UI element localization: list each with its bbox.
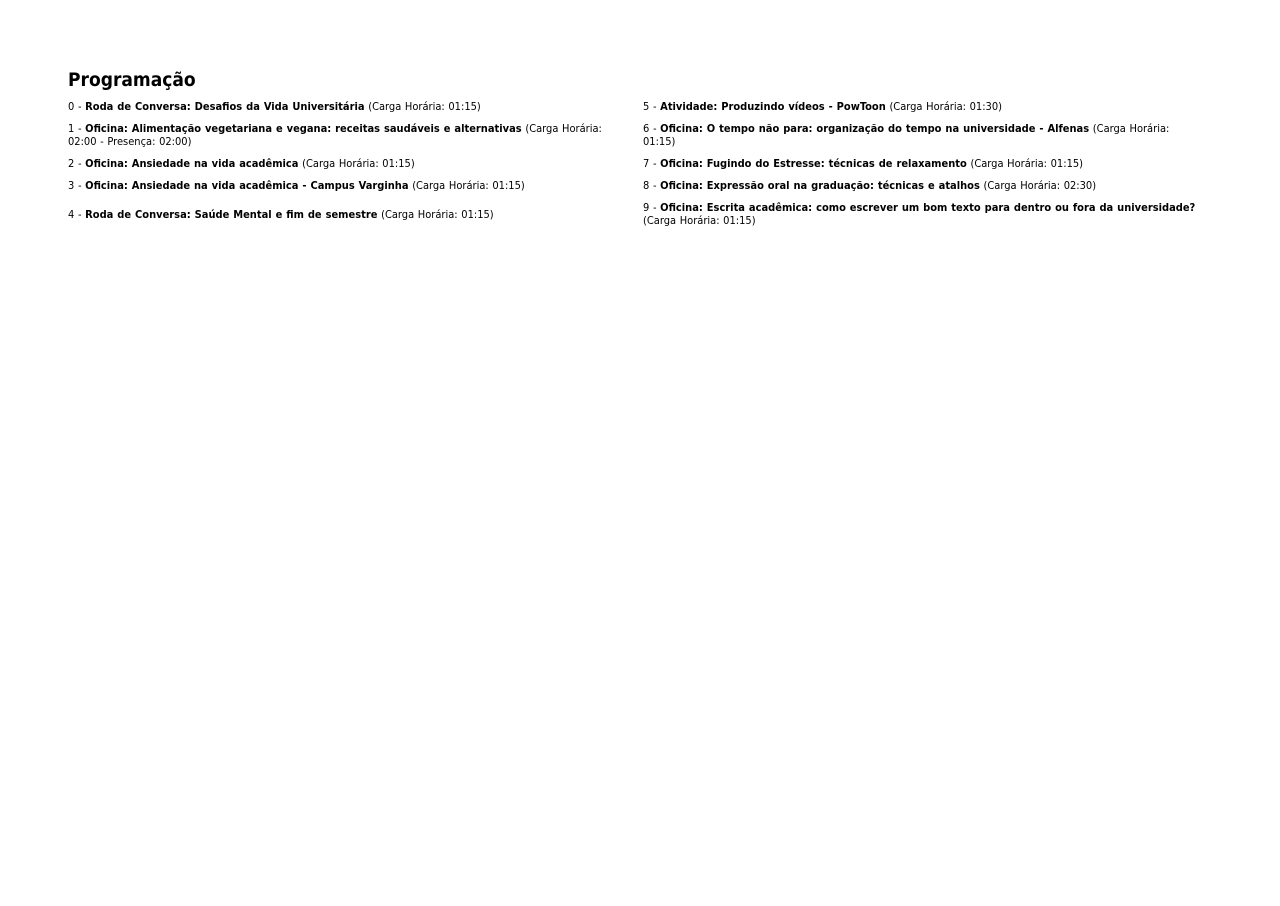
schedule-item	[68, 179, 625, 193]
item-title: Roda de Conversa: Saúde Mental e fim de semestre	[85, 207, 378, 221]
item-separator: -	[74, 207, 86, 221]
item-number: 6	[643, 121, 650, 135]
schedule-item	[643, 122, 1200, 150]
schedule-item	[643, 201, 1200, 229]
item-title: Oficina: Alimentação vegetariana e vegana: receitas saudáveis e alternativas	[85, 121, 522, 135]
item-separator: -	[649, 121, 661, 135]
item-details: (Carga Horária: 01:15)	[643, 121, 1170, 149]
item-details: (Carga Horária: 01:15)	[368, 99, 481, 113]
item-number: 4	[68, 207, 75, 221]
document-page	[0, 0, 1280, 228]
item-number: 7	[643, 157, 650, 171]
item-title: Oficina: Expressão oral na graduação: técnicas e atalhos	[660, 178, 980, 192]
item-number: 3	[68, 178, 75, 192]
item-separator: -	[649, 178, 661, 192]
item-separator: -	[649, 157, 661, 171]
item-separator: -	[74, 121, 86, 135]
schedule-item	[68, 122, 625, 150]
item-number: 9	[643, 200, 650, 214]
item-details: (Carga Horária: 02:30)	[983, 178, 1097, 192]
item-number: 8	[643, 178, 650, 192]
item-separator: -	[74, 99, 86, 113]
item-number: 1	[68, 121, 75, 135]
item-title: Oficina: Escrita acadêmica: como escrever um bom texto para dentro ou fora da universidade?	[660, 200, 1196, 214]
item-details: (Carga Horária: 01:15)	[412, 178, 525, 192]
item-title: Oficina: Fugindo do Estresse: técnicas de relaxamento	[660, 157, 967, 171]
item-title: Roda de Conversa: Desafios da Vida Universitária	[85, 99, 365, 113]
schedule-item	[68, 100, 625, 114]
item-separator: -	[74, 178, 86, 192]
item-title: Atividade: Produzindo vídeos - PowToon	[660, 99, 886, 113]
item-details: (Carga Horária: 01:30)	[889, 99, 1003, 113]
item-title: Oficina: Ansiedade na vida acadêmica	[85, 157, 299, 171]
item-title: Oficina: Ansiedade na vida acadêmica - Campus Varginha	[85, 178, 409, 192]
item-number: 5	[643, 99, 650, 113]
schedule-item	[643, 100, 1200, 114]
item-details: (Carga Horária: 01:15)	[643, 214, 756, 228]
item-details: (Carga Horária: 01:15)	[302, 157, 415, 171]
item-details: (Carga Horária: 01:15)	[970, 157, 1084, 171]
schedule-list	[68, 100, 1200, 228]
item-separator: -	[649, 99, 661, 113]
item-title: Oficina: O tempo não para: organização do tempo na universidade - Alfenas	[660, 121, 1090, 135]
item-details: (Carga Horária: 02:00 - Presença: 02:00)	[68, 121, 602, 149]
schedule-item	[643, 179, 1200, 193]
item-separator: -	[649, 200, 661, 214]
schedule-item	[68, 157, 625, 171]
item-number: 0	[68, 99, 75, 113]
page-title: Programação	[68, 69, 196, 91]
item-separator: -	[74, 157, 86, 171]
schedule-item	[68, 208, 625, 222]
schedule-item	[643, 157, 1200, 171]
item-number: 2	[68, 157, 75, 171]
item-details: (Carga Horária: 01:15)	[381, 207, 494, 221]
